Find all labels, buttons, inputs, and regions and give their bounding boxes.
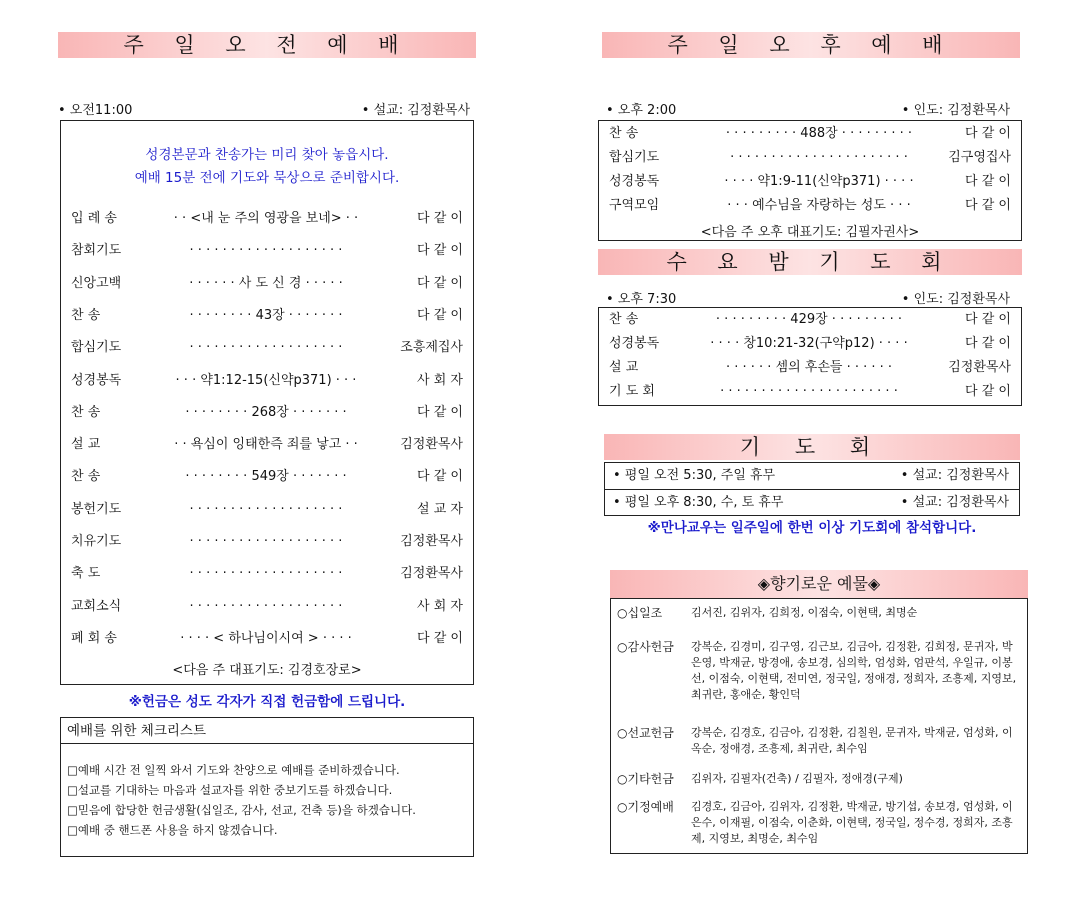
offering-group-label: ○감사헌금 [617,640,674,654]
morning-item-label: 치유기도 [71,534,122,549]
morning-item-by: 김정환목사 [400,534,463,549]
morning-item-label: 합심기도 [71,340,122,356]
afternoon-item-by: 김구영집사 [948,150,1011,165]
wednesday-item-content: · · · · 창10:21-32(구약p12) · · · · [710,336,908,351]
morning-item-by: 다 같 이 [417,243,463,259]
prayer-meeting-box [604,462,1020,516]
morning-item-row [61,597,473,617]
morning-item-content: · · · · < 하나님이시여 > · · · · [180,630,352,646]
morning-item-row [61,500,473,520]
wednesday-time: • 오후 7:30 [606,292,677,307]
morning-item-label: 찬 송 [71,469,101,485]
afternoon-leader: • 인도: 김정환목사 [901,103,1010,118]
morning-item-by: 김정환목사 [400,566,463,582]
wednesday-item-row [599,310,1021,330]
morning-item-by: 다 같 이 [417,404,463,420]
wednesday-item-by: 다 같 이 [965,312,1011,327]
prayer-row-1 [605,463,1019,490]
morning-item-content: · · · · · · · · · · · · · · · · · · · [189,566,343,582]
morning-item-by: 설 교 자 [417,501,463,517]
prayer-row-2 [605,490,1019,516]
morning-item-content: · · · · · · · · · · · · · · · · · · · [189,534,343,549]
morning-item-content: · · · · · · · · · · · · · · · · · · · [189,598,343,614]
afternoon-meta [606,99,1010,118]
morning-item-label: 입 례 송 [71,211,117,226]
morning-item-by: 조흥제집사 [400,340,463,356]
wednesday-item-label: 찬 송 [609,312,639,327]
morning-item-row [61,371,473,391]
offerings-title: ◈향기로운 예물◈ [610,570,1028,598]
morning-item-row [61,241,473,261]
afternoon-item-by: 다 같 이 [965,126,1011,141]
morning-next-prayer: <다음 주 대표기도: 김경호장로> [172,663,362,678]
morning-item-content: · · · 약1:12-15(신약p371) · · · [175,372,357,388]
checklist-item: □예배 시간 전 일찍 와서 기도와 찬양으로 예배를 준비하겠습니다. [67,763,400,777]
morning-item-label: 설 교 [71,437,101,453]
wednesday-item-row [599,382,1021,402]
morning-item-by: 다 같 이 [417,211,463,226]
afternoon-item-row [599,148,1021,168]
wednesday-item-content: · · · · · · 셈의 후손들 · · · · · · [725,360,893,375]
afternoon-item-by: 다 같 이 [965,198,1011,213]
offering-group-label: ○기정예배 [617,800,674,814]
morning-item-label: 참회기도 [71,243,122,259]
afternoon-time: • 오후 2:00 [606,103,677,118]
afternoon-next-prayer: <다음 주 오후 대표기도: 김필자권사> [700,225,920,240]
wednesday-item-row [599,334,1021,354]
morning-item-label: 찬 송 [71,404,101,420]
offering-group-names: 강복순, 김경미, 김구영, 김근보, 김금아, 김정환, 김희정, 문귀자, 박은영, 박재균, 방경애, 송보경, 심의학, 엄성화, 엄판석, 우일규, 이봉선, 이점숙, 이현택, 전미연, 정국일, 정애경, 정희자, 조흥제, 지영보, 최귀란, 홍애순, 황인덕 [691,640,1017,701]
afternoon-item-row [599,124,1021,144]
morning-item-label: 성경봉독 [71,372,122,388]
wednesday-item-by: 다 같 이 [965,384,1011,399]
afternoon-item-label: 성경봉독 [609,174,660,189]
morning-item-by: 다 같 이 [417,275,463,291]
offering-group-label: ○선교헌금 [617,726,674,740]
morning-notice-2: 예배 15분 전에 기도와 묵상으로 준비합시다. [134,170,400,186]
morning-item-content: · · · · · · 사 도 신 경 · · · · · [189,275,343,291]
morning-item-label: 교회소식 [71,598,122,614]
wednesday-item-row [599,358,1021,378]
morning-item-label: 신앙고백 [71,275,122,291]
morning-item-content: · · · · · · · · · · · · · · · · · · · [189,243,343,259]
prayer-meeting-title: 기 도 회 [604,434,1020,460]
checklist-title: 예배를 위한 체크리스트 [61,718,473,744]
wednesday-item-label: 기 도 회 [609,384,655,399]
morning-item-content: · · · · · · · · · · · · · · · · · · · [189,340,343,356]
morning-item-content: · · · · · · · · · · · · · · · · · · · [189,501,343,517]
morning-item-row [61,532,473,552]
offerings-box [610,598,1028,854]
offering-group-names: 강복순, 김경호, 김금아, 김정환, 김칠원, 문귀자, 박재균, 엄성화, 이옥순, 정애경, 조흥제, 최귀란, 최수임 [691,726,1013,755]
prayer-meeting-note: ※만나교우는 일주일에 한번 이상 기도회에 참석합니다. [647,520,977,536]
morning-notice-1: 성경본문과 찬송가는 미리 찾아 놓읍시다. [145,147,389,163]
morning-title: 주 일 오 전 예 배 [58,32,476,58]
morning-order-box [60,120,474,685]
prayer-row-1-time: • 평일 오전 5:30, 주일 휴무 [613,468,776,483]
wednesday-order-box [598,307,1022,406]
wednesday-item-by: 다 같 이 [965,336,1011,351]
afternoon-order-box [598,120,1022,241]
morning-item-row [61,435,473,455]
prayer-row-1-preacher: • 설교: 김정환목사 [900,468,1009,483]
morning-item-row [61,467,473,487]
offering-group-names: 김위자, 김필자(건축) / 김필자, 정애경(구제) [691,772,903,785]
wednesday-item-content: · · · · · · · · · 429장 · · · · · · · · · [715,312,903,327]
morning-item-label: 폐 회 송 [71,630,117,646]
morning-item-by: 다 같 이 [417,469,463,485]
morning-item-by: 다 같 이 [417,630,463,646]
afternoon-item-content: · · · · 약1:9-11(신약p371) · · · · [724,174,914,189]
checklist-box [60,717,474,857]
morning-item-label: 봉헌기도 [71,501,122,517]
morning-item-content: · · · · · · · · 43장 · · · · · · · [189,307,343,323]
offering-note: ※헌금은 성도 각자가 직접 헌금함에 드립니다. [128,694,406,710]
afternoon-item-label: 합심기도 [609,150,660,165]
checklist-item: □예배 중 핸드폰 사용을 하지 않겠습니다. [67,823,278,837]
morning-preacher: • 설교: 김정환목사 [361,103,470,118]
prayer-row-2-preacher: • 설교: 김정환목사 [900,495,1009,510]
prayer-row-2-time: • 평일 오후 8:30, 수, 토 휴무 [613,495,784,510]
morning-item-by: 사 회 자 [417,372,463,388]
offering-group-label: ○기타헌금 [617,772,674,786]
morning-item-content: · · · · · · · · 549장 · · · · · · · [185,469,347,485]
morning-item-content: · · <내 눈 주의 영광을 보네> · · [173,211,359,226]
checklist-item: □믿음에 합당한 헌금생활(십일조, 감사, 선교, 건축 등)을 하겠습니다. [67,803,416,817]
morning-item-row [61,306,473,326]
wednesday-meta [606,288,1010,307]
afternoon-item-row [599,196,1021,216]
morning-item-label: 찬 송 [71,307,101,323]
wednesday-item-content: · · · · · · · · · · · · · · · · · · · · · · [720,384,898,399]
wednesday-item-label: 성경봉독 [609,336,660,351]
offering-group-names: 김서진, 김위자, 김희정, 이점숙, 이현택, 최명순 [691,606,918,619]
wednesday-leader: • 인도: 김정환목사 [901,292,1010,307]
morning-item-by: 사 회 자 [417,598,463,614]
morning-item-row [61,338,473,358]
morning-item-row [61,209,473,229]
afternoon-item-row [599,172,1021,192]
wednesday-item-by: 김정환목사 [948,360,1011,375]
morning-meta [58,99,470,118]
afternoon-title: 주 일 오 후 예 배 [602,32,1020,58]
morning-item-row [61,403,473,423]
checklist-item: □설교를 기대하는 마음과 설교자를 위한 중보기도를 하겠습니다. [67,783,393,797]
afternoon-item-content: · · · 예수님을 자랑하는 성도 · · · [727,198,911,213]
morning-item-row [61,629,473,649]
morning-item-by: 다 같 이 [417,307,463,323]
morning-item-by: 김정환목사 [400,437,463,453]
morning-item-row [61,564,473,584]
afternoon-item-label: 구역모임 [609,198,660,213]
afternoon-item-by: 다 같 이 [965,174,1011,189]
wednesday-item-label: 설 교 [609,360,639,375]
offering-group-names: 김경호, 김금아, 김위자, 김정환, 박재균, 방기섭, 송보경, 엄성화, 이은수, 이재필, 이점숙, 이춘화, 이현택, 정국일, 정수경, 정희자, 조흥제, 지영보, 최명순, 최수임 [691,800,1013,845]
afternoon-item-content: · · · · · · · · · · · · · · · · · · · · · · [730,150,908,165]
wednesday-title: 수 요 밤 기 도 회 [598,249,1022,275]
morning-item-label: 축 도 [71,566,101,582]
morning-item-content: · · 욕심이 잉태한즉 죄를 낳고 · · [174,437,358,453]
morning-item-content: · · · · · · · · 268장 · · · · · · · [185,404,347,420]
afternoon-item-content: · · · · · · · · · 488장 · · · · · · · · · [725,126,913,141]
morning-time: • 오전11:00 [58,103,133,118]
offering-group-label: ○십일조 [617,606,663,620]
morning-item-row [61,274,473,294]
afternoon-item-label: 찬 송 [609,126,639,141]
